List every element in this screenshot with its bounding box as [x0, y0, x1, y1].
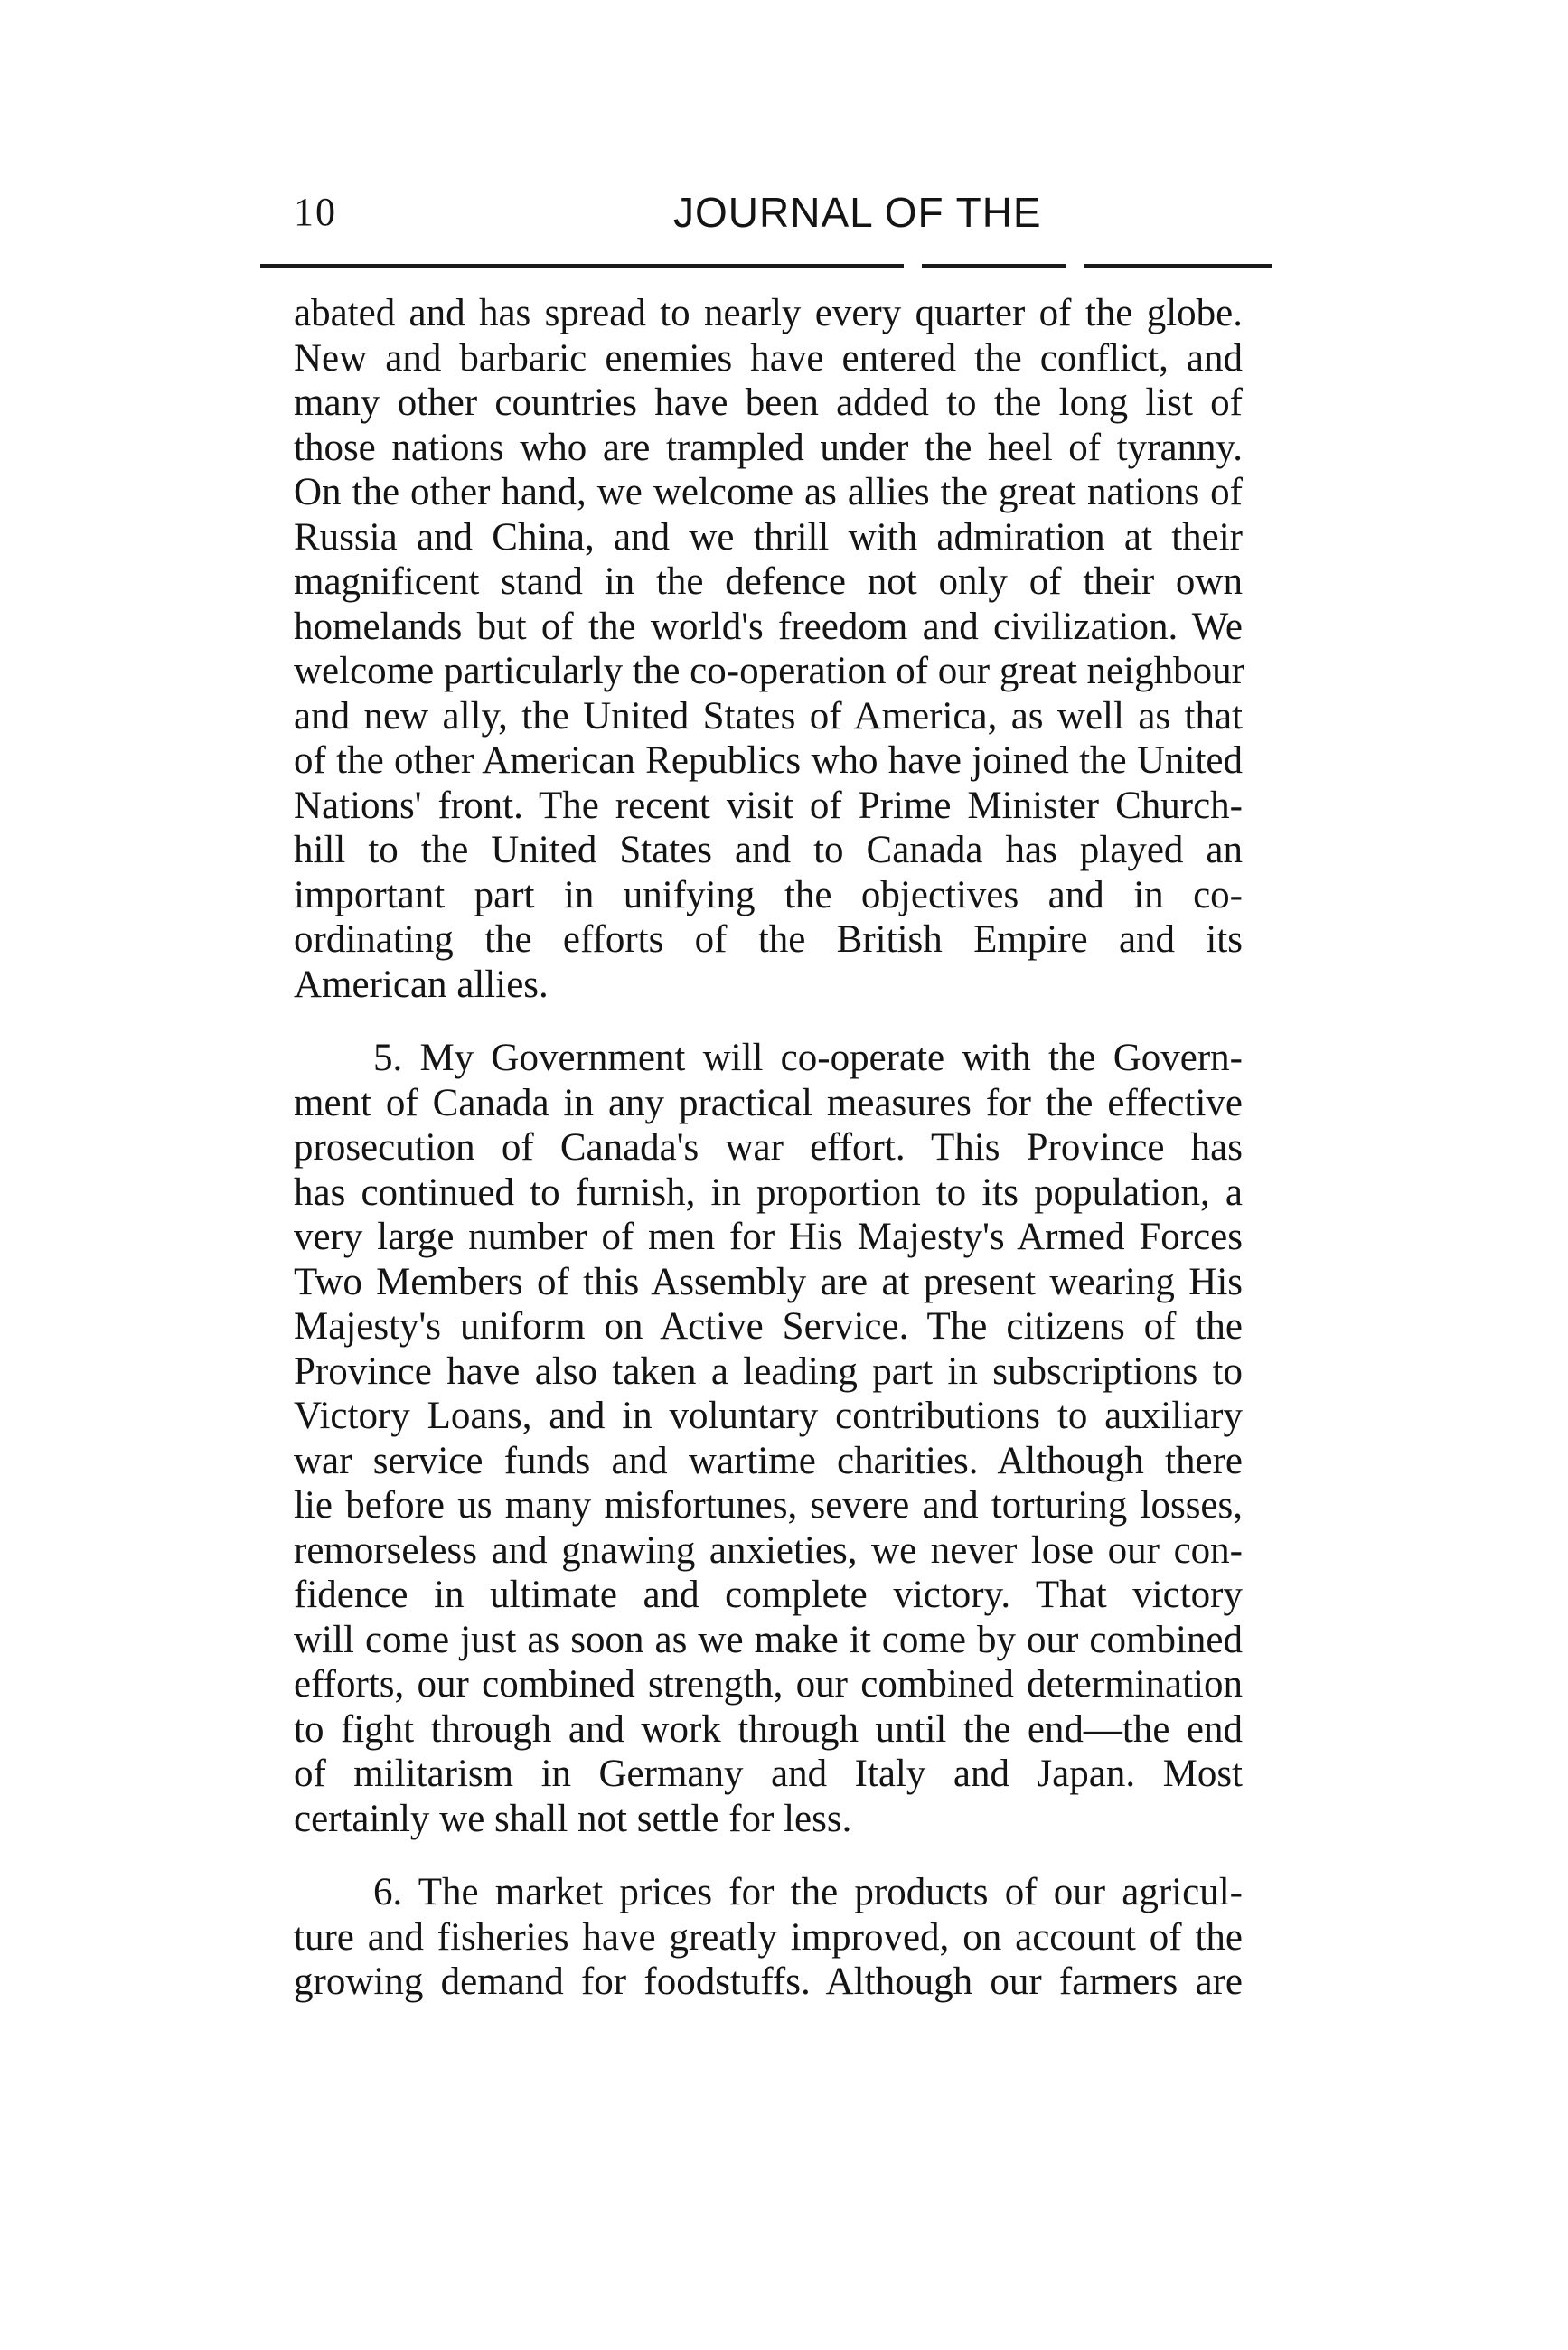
text-line: homelands but of the world's freedom and civilization. We — [294, 605, 1243, 648]
text-line: Victory Loans, and in voluntary contributions to auxiliary — [294, 1395, 1243, 1437]
text-line: certainly we shall not settle for less. — [294, 1797, 852, 1840]
rule-break — [1066, 260, 1084, 269]
text-line: American allies. — [294, 963, 549, 1006]
text-line: of the other American Republics who have joined the United — [294, 739, 1243, 782]
text-line: fidence in ultimate and complete victory. That victory — [294, 1574, 1243, 1616]
text-line: Majesty's uniform on Active Service. The citizens of the — [294, 1305, 1243, 1348]
page-number: 10 — [294, 190, 337, 234]
paragraph-gap — [294, 1007, 1243, 1036]
text-line: of militarism in Germany and Italy and Japan. Most — [294, 1753, 1243, 1795]
running-title: JOURNAL OF THE — [673, 189, 1042, 236]
text-line: ment of Canada in any practical measures for the effective — [294, 1081, 1243, 1124]
text-line: prosecution of Canada's war effort. This Province has — [294, 1126, 1243, 1169]
text-line: and new ally, the United States of America, as well as that — [294, 694, 1243, 738]
text-line: those nations who are trampled under the heel of tyranny. — [294, 426, 1243, 469]
paragraph-6 — [294, 1870, 1243, 2005]
text-line: remorseless and gnawing anxieties, we never lose our con- — [294, 1528, 1243, 1572]
text-line: ture and fisheries have greatly improved, on account of the — [294, 1915, 1243, 1959]
paragraph-5 — [294, 1036, 1243, 1841]
rule-break — [904, 260, 922, 269]
body-text — [294, 291, 1243, 2005]
text-line: to fight through and work through until the end—the end — [294, 1707, 1243, 1751]
text-line: very large number of men for His Majesty's Armed Forces — [294, 1216, 1243, 1258]
text-line: welcome particularly the co-operation of our great neighbour — [294, 650, 1244, 692]
text-line: many other countries have been added to the long list of — [294, 381, 1243, 424]
text-line: On the other hand, we welcome as allies the great nations of — [294, 471, 1243, 513]
text-line: will come just as soon as we make it come by our combined — [294, 1618, 1243, 1661]
text-line: has continued to furnish, in proportion to its population, a — [294, 1170, 1243, 1214]
text-line: efforts, our combined strength, our combined determination — [294, 1663, 1243, 1706]
header-rule — [260, 264, 1272, 268]
text-line: growing demand for foodstuffs. Although our farmers are — [294, 1960, 1243, 2003]
paragraph-gap — [294, 1841, 1243, 1870]
paragraph-4-continued — [294, 291, 1243, 1007]
text-line: abated and has spread to nearly every quarter of the globe. — [294, 292, 1243, 334]
text-line: ordinating the efforts of the British Empire and its — [294, 918, 1243, 961]
text-line: Russia and China, and we thrill with admiration at their — [294, 515, 1243, 559]
text-line: Nations' front. The recent visit of Prime Minister Church- — [294, 784, 1243, 827]
text-line: Two Members of this Assembly are at present wearing His — [294, 1260, 1243, 1303]
text-line: New and barbaric enemies have entered the conflict, and — [294, 336, 1243, 380]
text-line: 6. The market prices for the products of our agricul- — [373, 1871, 1243, 1913]
page-header — [294, 181, 1243, 244]
text-line: 5. My Government will co-operate with the Govern- — [373, 1037, 1243, 1079]
text-line: lie before us many misfortunes, severe and torturing losses, — [294, 1484, 1243, 1527]
text-line: war service funds and wartime charities. Although there — [294, 1439, 1243, 1482]
text-line: hill to the United States and to Canada has played an — [294, 829, 1243, 871]
text-line: magnificent stand in the defence not only of their own — [294, 560, 1243, 603]
text-line: important part in unifying the objectives and in co- — [294, 873, 1243, 916]
text-line: Province have also taken a leading part in subscriptions to — [294, 1349, 1243, 1393]
